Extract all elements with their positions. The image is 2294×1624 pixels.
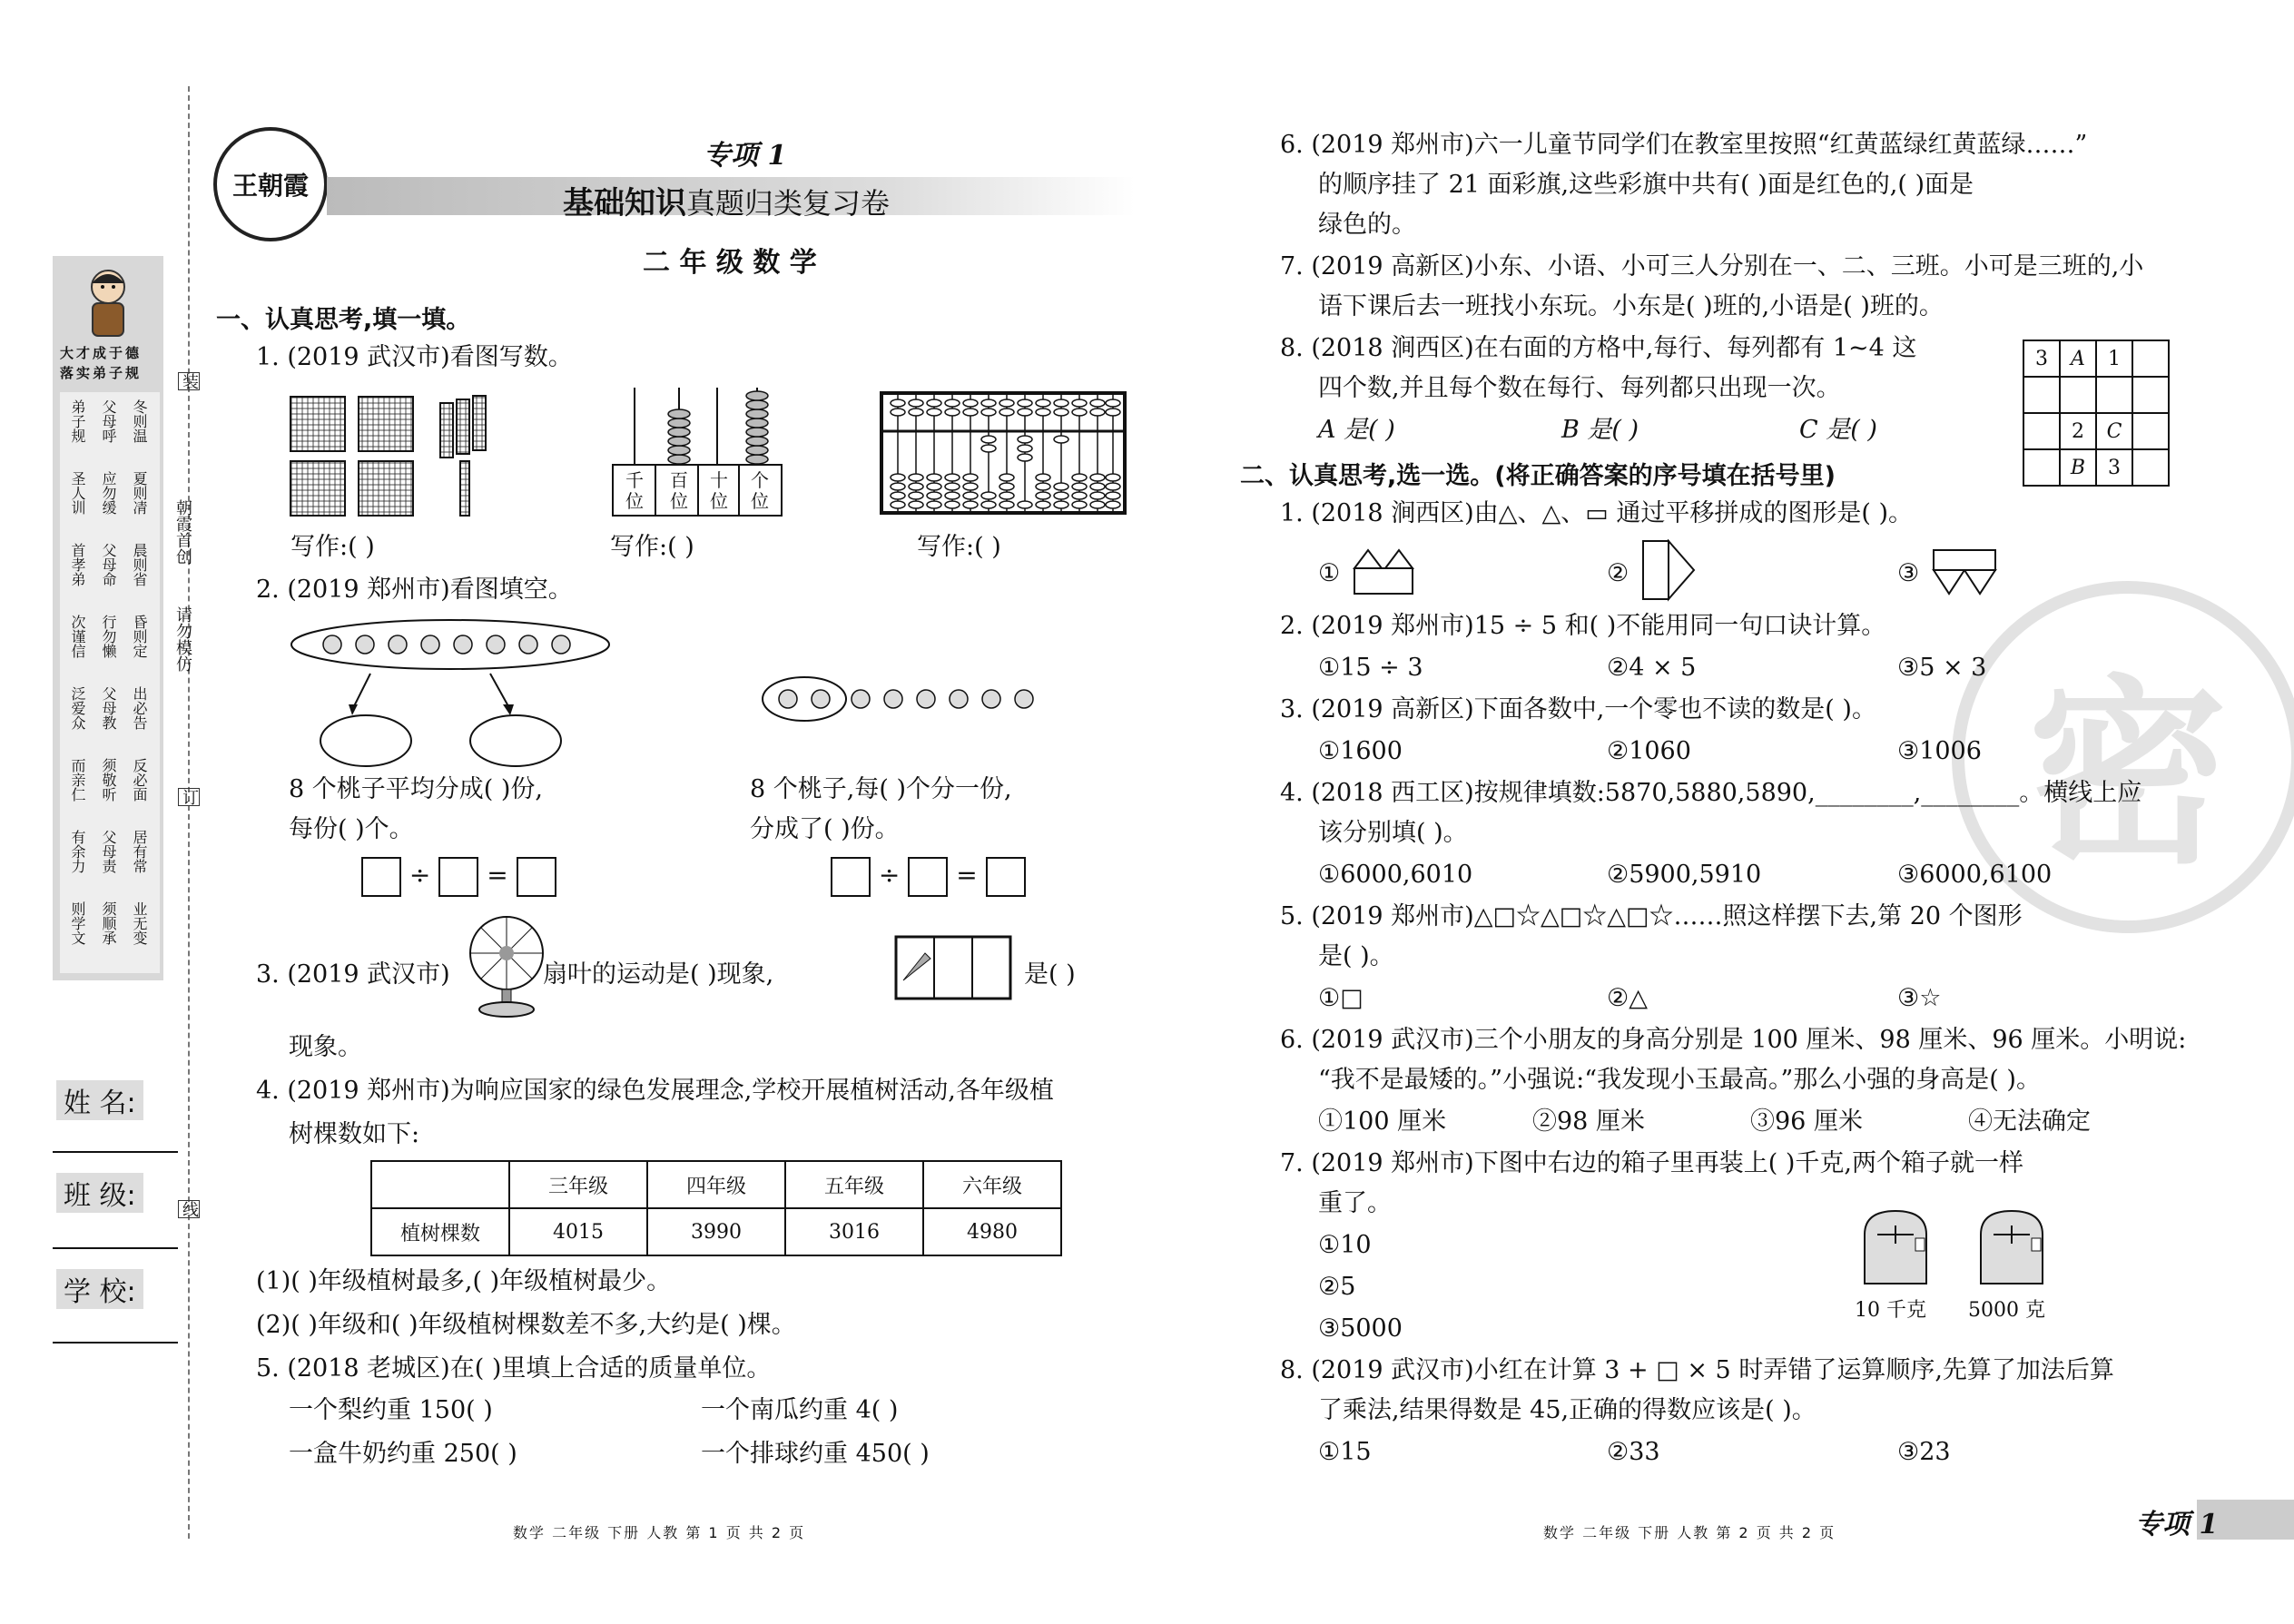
q1-text: 1. (2019 武汉市)看图写数。 [256, 343, 573, 371]
q3-prefix: 3. (2019 武汉市) [256, 960, 450, 989]
r-q6-c: 绿色的。 [1318, 211, 1416, 239]
box-left-icon [1861, 1207, 1930, 1289]
table-row [2023, 377, 2169, 413]
name-label: 姓 名: [56, 1080, 143, 1120]
c1-opt-3-shape [1932, 548, 1999, 601]
suanpan-image [879, 390, 1128, 517]
subtitle: 二 年 级 数 学 [643, 247, 817, 279]
c1-opt-2-label[interactable]: ② [1607, 559, 1629, 587]
table-row-header: 植树棵数 [371, 1208, 509, 1255]
c5-opt-1[interactable]: ①□ [1318, 984, 1364, 1012]
c5-opt-3[interactable]: ③☆ [1897, 984, 1942, 1012]
r-q7-a: 7. (2019 高新区)小东、小语、小可三人分别在一、二、三班。小可是三班的,小 [1280, 252, 2144, 281]
r-q8-a: 8. (2018 涧西区)在右面的方格中,每行、每列都有 1~4 这 [1280, 334, 1917, 362]
r-q6-a: 6. (2019 郑州市)六一儿童节同学们在教室里按照“红黄蓝绿红黄蓝绿……” [1280, 131, 2088, 159]
grid-cell: 1 [2096, 340, 2132, 377]
sidebar-verse: 居有常 [131, 830, 148, 873]
table-cell [371, 1161, 509, 1208]
table-cell: 4980 [923, 1208, 1061, 1255]
r-q8-answer-a[interactable]: A 是( ) [1318, 416, 1395, 444]
q3-text-d: 现象。 [289, 1033, 362, 1061]
sidebar-verse: 父母责 [100, 830, 117, 873]
grid-cell[interactable] [2132, 449, 2169, 486]
grid-cell: 2 [2060, 413, 2096, 449]
q2b-line-1[interactable]: 8 个桃子,每( )个分一份, [750, 775, 1012, 803]
c1-opt-1-label[interactable]: ① [1318, 559, 1341, 587]
c6-text-a[interactable]: 6. (2019 武汉市)三个小朋友的身高分别是 100 厘米、98 厘米、96 厘米。小明说: [1280, 1026, 2187, 1054]
q5-item-a[interactable]: 一个梨约重 150( ) [289, 1396, 493, 1424]
bead-abacus-image [610, 383, 792, 519]
q5-item-b[interactable]: 一个南瓜约重 4( ) [701, 1396, 899, 1424]
sidebar-verse: 出必告 [131, 686, 148, 730]
class-label: 班 级: [56, 1173, 143, 1213]
grid-cell[interactable] [2096, 377, 2132, 413]
c8-text-b[interactable]: 了乘法,结果得数是 45,正确的得数应该是( )。 [1318, 1396, 1816, 1424]
divide-sign: ÷ [878, 860, 901, 891]
answer-box[interactable] [438, 857, 478, 897]
sidebar-verse: 须敬听 [100, 758, 117, 802]
c5-opt-2[interactable]: ②△ [1607, 984, 1648, 1012]
q3-text-c[interactable]: 是( ) [1024, 960, 1076, 989]
table-cell: 4015 [509, 1208, 647, 1255]
c3-opt-1[interactable]: ①1600 [1318, 737, 1403, 765]
grid-cell: 3 [2096, 449, 2132, 486]
table-row [2023, 449, 2169, 486]
c8-opt-1[interactable]: ①15 [1318, 1438, 1372, 1466]
tree-planting-table [370, 1160, 1062, 1256]
c7-opt-3[interactable]: ③5000 [1318, 1314, 1403, 1343]
c4-text-a[interactable]: 4. (2018 西工区)按规律填数:5870,5880,5890,________,________。横线上应 [1280, 779, 2142, 807]
c6-text-b[interactable]: “我不是最矮的。”小强说:“我发现小玉最高。”那么小强的身高是( )。 [1318, 1066, 2041, 1094]
q4-text-a: 4. (2019 郑州市)为响应国家的绿色发展理念,学校开展植树活动,各年级植 [256, 1077, 1054, 1105]
q4-sub-1[interactable]: (1)( )年级植树最多,( )年级植树最少。 [256, 1267, 672, 1295]
sidebar-verse: 父母呼 [100, 399, 117, 443]
main-title [563, 178, 890, 222]
c3-opt-3[interactable]: ③1006 [1897, 737, 1982, 765]
divide-sign: ÷ [409, 860, 431, 891]
c8-opt-3[interactable]: ③23 [1897, 1438, 1951, 1466]
grid-cell[interactable] [2023, 449, 2060, 486]
table-cell: 3990 [647, 1208, 785, 1255]
seal-mark-2: 订 [180, 789, 199, 805]
q4-text-b: 树棵数如下: [289, 1120, 420, 1148]
table-header-cell: 五年级 [785, 1161, 923, 1208]
table-header-cell: 六年级 [923, 1161, 1061, 1208]
c1-opt-2-shape [1641, 539, 1699, 606]
section-2-title: 二、认真思考,选一选。(将正确答案的序号填在括号里) [1240, 462, 1836, 490]
grid-cell[interactable] [2023, 413, 2060, 449]
c2-opt-2[interactable]: ②4 × 5 [1607, 654, 1697, 682]
c3-text[interactable]: 3. (2019 高新区)下面各数中,一个零也不读的数是( )。 [1280, 695, 1876, 723]
mascot-icon [80, 265, 136, 340]
c4-text-b[interactable]: 该分别填( )。 [1318, 819, 1468, 847]
class-line[interactable] [53, 1247, 178, 1249]
q2b-line-2[interactable]: 分成了( )份。 [750, 815, 900, 843]
box-left-label: 10 千克 [1855, 1299, 1926, 1322]
r-q6-b[interactable]: 的顺序挂了 21 面彩旗,这些彩旗中共有( )面是红色的,( )面是 [1318, 171, 1974, 199]
table-header-cell: 四年级 [647, 1161, 785, 1208]
answer-box[interactable] [517, 857, 556, 897]
q2a-line-1[interactable]: 8 个桃子平均分成( )份, [289, 775, 543, 803]
c1-text[interactable]: 1. (2018 涧西区)由△、△、▭ 通过平移拼成的图形是( )。 [1280, 499, 1913, 527]
sidebar-verses [60, 392, 160, 973]
name-line[interactable] [53, 1151, 178, 1153]
c2-opt-1[interactable]: ①15 ÷ 3 [1318, 654, 1423, 682]
c4-opt-3[interactable]: ③6000,6100 [1897, 861, 2053, 889]
sidebar-verse: 行勿懒 [100, 615, 117, 658]
c4-opt-1[interactable]: ①6000,6010 [1318, 861, 1473, 889]
c6-opt-1[interactable]: ①100 厘米 [1318, 1107, 1447, 1136]
sidebar-verse: 次谨信 [69, 615, 86, 658]
r-q8-b: 四个数,并且每个数在每行、每列都只出现一次。 [1318, 374, 1841, 402]
grid-cell: A [2060, 340, 2096, 377]
logo [213, 127, 328, 241]
q5-text: 5. (2018 老城区)在( )里填上合适的质量单位。 [256, 1354, 772, 1383]
sidebar-verse: 冬则温 [131, 399, 148, 443]
sidebar-verse: 则学文 [69, 901, 86, 945]
seal-mark-1: 装 [180, 373, 199, 389]
table-row [371, 1208, 1061, 1255]
equals-sign: = [487, 860, 508, 891]
special-number: 专项 1 [704, 140, 787, 172]
peaches-grouping-diagram [759, 672, 1068, 726]
q1-write-1[interactable]: 写作:( ) [290, 533, 375, 561]
answer-box[interactable] [361, 857, 401, 897]
grid-cell[interactable] [2132, 377, 2169, 413]
c5-text-a[interactable]: 5. (2019 郑州市)△□☆△□☆△□☆……照这样摆下去,第 20 个图形 [1280, 902, 2023, 930]
c6-opt-4[interactable]: ④无法确定 [1968, 1107, 2091, 1136]
grid-cell: 3 [2023, 340, 2060, 377]
c8-text-a[interactable]: 8. (2019 武汉市)小红在计算 3 + □ × 5 时弄错了运算顺序,先算了加法后算 [1280, 1356, 2114, 1384]
box-right-label: 5000 克 [1968, 1299, 2045, 1322]
sidebar-verse: 弟子规 [69, 399, 86, 443]
sliding-window-icon [894, 935, 1012, 1000]
grid-cell[interactable] [2132, 413, 2169, 449]
r-q8-answer-b[interactable]: B 是( ) [1561, 416, 1639, 444]
sidebar-verse: 晨则省 [131, 543, 148, 586]
grid-cell[interactable] [2060, 377, 2096, 413]
sidebar-verse: 夏则凊 [131, 471, 148, 515]
c2-opt-3[interactable]: ③5 × 3 [1897, 654, 1987, 682]
c7-text-b: 重了。 [1318, 1189, 1392, 1217]
fan-icon [463, 911, 550, 1020]
footer-left: 数学 二年级 下册 人教 第 1 页 共 2 页 [513, 1524, 806, 1541]
peaches-division-diagram [289, 617, 615, 772]
q5-item-d[interactable]: 一个排球约重 450( ) [701, 1440, 930, 1468]
answer-box[interactable] [908, 857, 948, 897]
footer-right: 数学 二年级 下册 人教 第 2 页 共 2 页 [1543, 1524, 1836, 1541]
q1-write-3[interactable]: 写作:( ) [917, 533, 1001, 561]
c8-opt-2[interactable]: ②33 [1607, 1438, 1660, 1466]
q1-write-2[interactable]: 写作:( ) [610, 533, 694, 561]
sidebar-slogan-2: 落实弟子规 [60, 365, 143, 381]
notice-1: 朝霞首创 [173, 499, 192, 565]
notice-2: 请勿模仿 [173, 606, 192, 672]
answer-box[interactable] [986, 857, 1026, 897]
watermark-text: 密 [2027, 658, 2228, 891]
c7-opt-1[interactable]: ①10 [1318, 1231, 1372, 1259]
school-line[interactable] [53, 1342, 178, 1343]
c6-opt-3[interactable]: ③96 厘米 [1750, 1107, 1863, 1136]
q2a-line-2[interactable]: 每份( )个。 [289, 815, 414, 843]
q3-text-b[interactable]: 扇叶的运动是( )现象, [543, 960, 774, 989]
c6-opt-2[interactable]: ②98 厘米 [1532, 1107, 1645, 1136]
grid-cell: B [2060, 449, 2096, 486]
sidebar-verse: 圣人训 [69, 471, 86, 515]
sidebar-verse: 首孝弟 [69, 543, 86, 586]
q2a-equation [361, 857, 556, 897]
sidebar-slogan-1: 大才成于德 [60, 345, 143, 361]
base-ten-blocks-image [286, 392, 504, 525]
sidebar-verse: 父母教 [100, 686, 117, 730]
r-q7-b[interactable]: 语下课后去一班找小东玩。小东是( )班的,小语是( )班的。 [1318, 292, 1944, 320]
abacus-label-tens: 十位 [710, 469, 728, 512]
equals-sign: = [956, 860, 978, 891]
r-q8-answer-c[interactable]: C 是( ) [1799, 416, 1877, 444]
grid-cell[interactable] [2023, 377, 2060, 413]
c1-opt-3-label[interactable]: ③ [1897, 559, 1920, 587]
table-header-cell: 三年级 [509, 1161, 647, 1208]
school-label: 学 校: [56, 1269, 143, 1309]
logo-text: 王朝霞 [231, 171, 309, 201]
sidebar-verse: 父母命 [100, 543, 117, 586]
q4-sub-2[interactable]: (2)( )年级和( )年级植树棵数差不多,大约是( )棵。 [256, 1311, 796, 1339]
table-row [371, 1161, 1061, 1208]
corner-label: 专项 1 [2135, 1509, 2219, 1540]
abacus-label-ones: 个位 [751, 469, 769, 512]
q5-item-c[interactable]: 一盒牛奶约重 250( ) [289, 1440, 517, 1468]
sidebar-verse: 应勿缓 [100, 471, 117, 515]
sidebar-verse: 昏则定 [131, 615, 148, 658]
c4-opt-2[interactable]: ②5900,5910 [1607, 861, 1762, 889]
section-1-title: 一、认真思考,填一填。 [216, 306, 471, 334]
binding-dashed-line [188, 86, 190, 1539]
main-title-rest: 真题归类复习卷 [686, 186, 891, 221]
c5-text-b[interactable]: 是( )。 [1318, 942, 1394, 970]
box-right-icon [1977, 1207, 2046, 1289]
grid-cell: C [2096, 413, 2132, 449]
main-title-bold: 基础知识 [563, 185, 686, 221]
grid-cell[interactable] [2132, 340, 2169, 377]
c2-text[interactable]: 2. (2019 郑州市)15 ÷ 5 和( )不能用同一句口诀计算。 [1280, 612, 1886, 640]
latin-square-grid [2023, 340, 2170, 487]
sidebar-verse: 有余力 [69, 830, 86, 873]
c7-opt-2[interactable]: ②5 [1318, 1273, 1356, 1301]
answer-box[interactable] [831, 857, 871, 897]
sidebar-verse: 业无变 [131, 901, 148, 945]
q2b-equation [831, 857, 1026, 897]
seal-mark-3: 线 [180, 1201, 199, 1217]
abacus-label-hundreds: 百位 [670, 469, 688, 512]
table-cell: 3016 [785, 1208, 923, 1255]
sidebar-verse: 须顺承 [100, 901, 117, 945]
c1-opt-1-shape [1353, 548, 1416, 601]
c3-opt-2[interactable]: ②1060 [1607, 737, 1691, 765]
sidebar-verse: 反必面 [131, 758, 148, 802]
sidebar-panel [53, 256, 163, 980]
c7-text-a[interactable]: 7. (2019 郑州市)下图中右边的箱子里再装上( )千克,两个箱子就一样 [1280, 1149, 2023, 1177]
abacus-label-thousands: 千位 [625, 469, 644, 512]
table-row [2023, 413, 2169, 449]
sidebar-verse: 而亲仁 [69, 758, 86, 802]
table-row [2023, 340, 2169, 377]
sidebar-verse: 泛爱众 [69, 686, 86, 730]
q2-text: 2. (2019 郑州市)看图填空。 [256, 576, 573, 604]
